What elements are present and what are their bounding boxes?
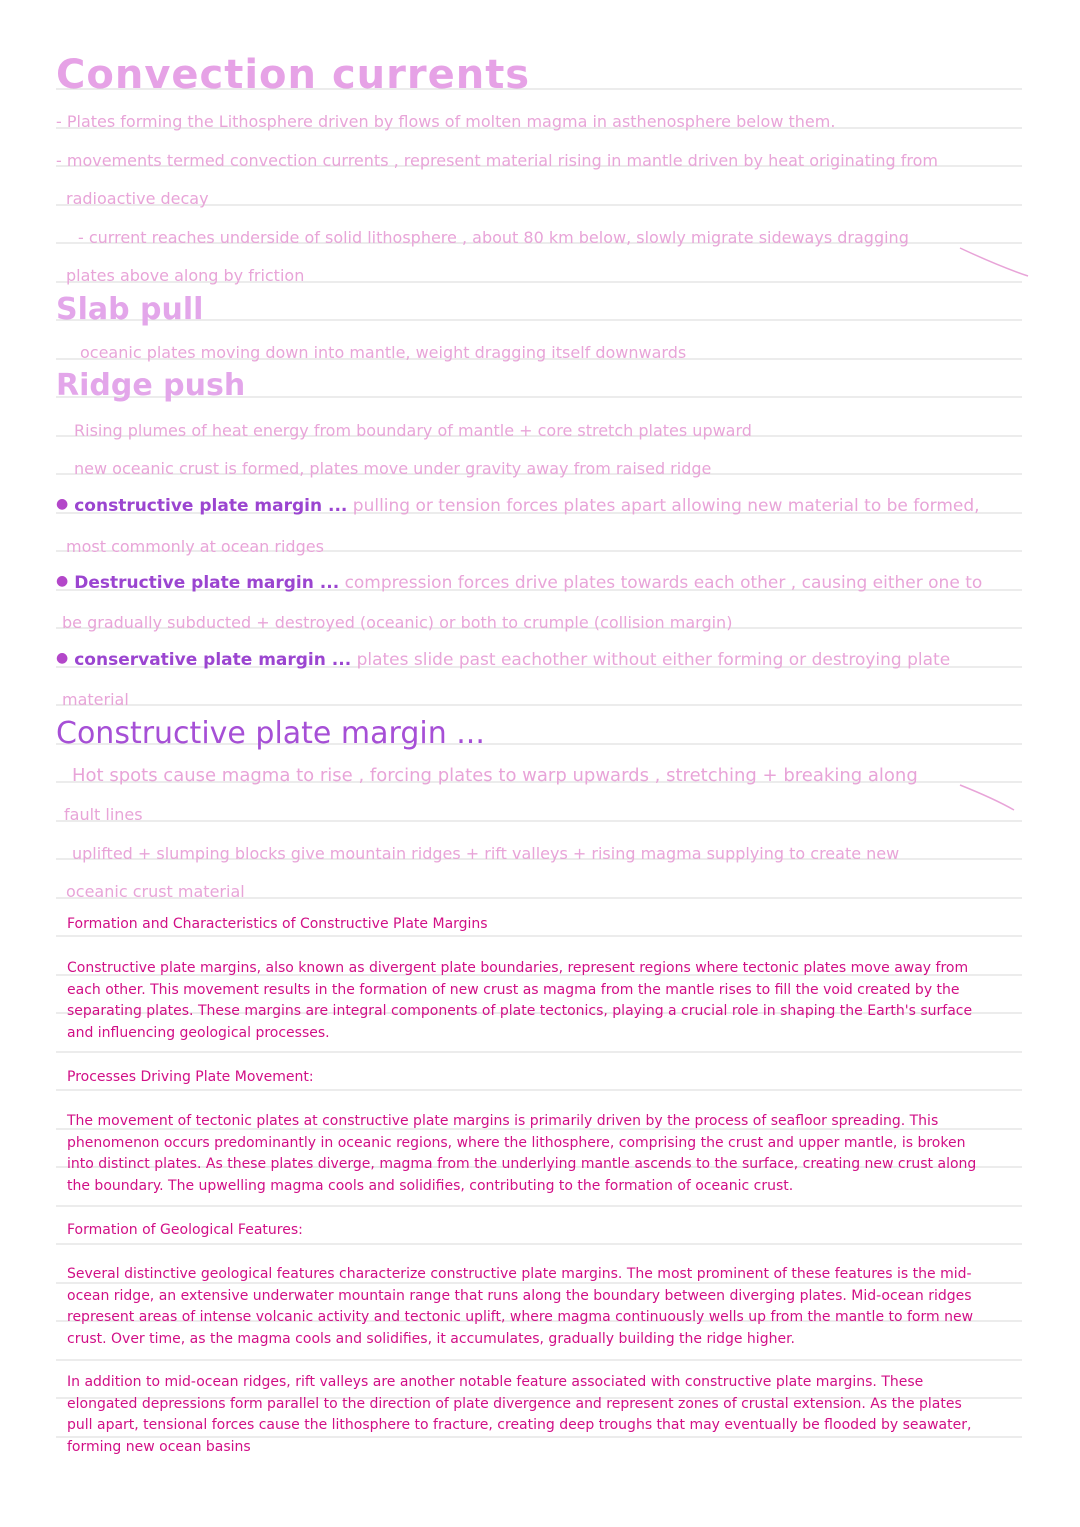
section-heading-ridge-push: Ridge push [56,368,246,403]
note-line: material [62,690,129,709]
note-line: new oceanic crust is formed, plates move under gravity away from raised ridge [74,459,712,478]
ink-flourish [960,248,1028,276]
bullet-icon: ● [56,573,69,589]
note-line: most commonly at ocean ridges [66,537,324,556]
note-line: - movements termed convection currents , represent material rising in mantle driven by heat originating from [56,151,938,170]
typed-heading: Processes Driving Plate Movement: [67,1069,314,1085]
typed-paragraph: Constructive plate margins, also known as divergent plate boundaries, represent regions where tectonic plates move away from each other. This movement results in the formation of new crust as magma from the mantle rises to fill the void created by the separating plates. These margins are integral components of plate tectonics, playing a crucial role in shaping the Earth's surface and influencing geological processes. [67,960,973,1042]
margin-item-conservative [56,650,950,670]
note-line: - Plates forming the Lithosphere driven by flows of molten magma in asthenosphere below them. [56,112,836,131]
note-line: oceanic crust material [66,882,245,901]
margin-desc: compression forces drive plates towards each other , causing either one to [344,573,983,593]
section-heading-constructive-plate-margin: Constructive plate margin ... [56,716,485,751]
note-line: Hot spots cause magma to rise , forcing plates to warp upwards , stretching + breaking along [72,765,918,786]
section-heading-slab-pull: Slab pull [56,292,204,327]
typed-paragraph: The movement of tectonic plates at constructive plate margins is primarily driven by the process of seafloor spreading. This phenomenon occurs predominantly in oceanic regions, where the lithosphere, comprising the crust and upper mantle, is broken into distinct plates. As these plates diverge, magma from the underlying mantle ascends to the surface, creating new crust along the boundary. The upwelling magma cools and solidifies, contributing to the formation of oceanic crust. [67,1113,977,1195]
margin-item-constructive [56,496,980,516]
margin-desc: plates slide past eachother without either forming or destroying plate [356,650,951,670]
typed-heading: Formation and Characteristics of Constructive Plate Margins [67,916,488,932]
note-line: Rising plumes of heat energy from boundary of mantle + core stretch plates upward [74,421,752,440]
note-line: fault lines [64,805,143,824]
bullet-icon: ● [56,650,69,666]
note-line: plates above along by friction [66,266,305,285]
bullet-icon: ● [56,496,69,512]
note-line: radioactive decay [66,189,209,208]
note-line: - current reaches underside of solid lithosphere , about 80 km below, slowly migrate sideways dragging [78,228,909,247]
margin-term: constructive plate margin ... [74,496,348,516]
margin-term: Destructive plate margin ... [74,573,340,593]
note-line: oceanic plates moving down into mantle, weight dragging itself downwards [80,343,687,362]
margin-desc: pulling or tension forces plates apart allowing new material to be formed, [352,496,980,516]
typed-heading: Formation of Geological Features: [67,1222,303,1238]
margin-term: conservative plate margin ... [74,650,352,670]
typed-paragraph: Several distinctive geological features characterize constructive plate margins. The most prominent of these features is the mid-ocean ridge, an extensive underwater mountain range that runs along the boundary between diverging plates. Mid-ocean ridges represent areas of intense volcanic activity and tectonic uplift, where magma continuously wells up from the mantle to form new crust. Over time, as the magma cools and solidifies, it accumulates, gradually building the ridge higher. [67,1266,974,1348]
note-line: be gradually subducted + destroyed (oceanic) or both to crumple (collision margin) [62,613,733,632]
ink-flourish [960,785,1014,810]
note-line: uplifted + slumping blocks give mountain ridges + rift valleys + rising magma supplying to create new [72,844,900,863]
typed-paragraph: In addition to mid-ocean ridges, rift valleys are another notable feature associated with constructive plate margins. These elongated depressions form parallel to the direction of plate divergence and represent zones of crustal extension. As the plates pull apart, tensional forces cause the lithosphere to fracture, creating deep troughs that may eventually be flooded by seawater, forming new ocean basins [67,1374,972,1456]
page-title: Convection currents [56,52,531,98]
margin-item-destructive [56,573,982,593]
